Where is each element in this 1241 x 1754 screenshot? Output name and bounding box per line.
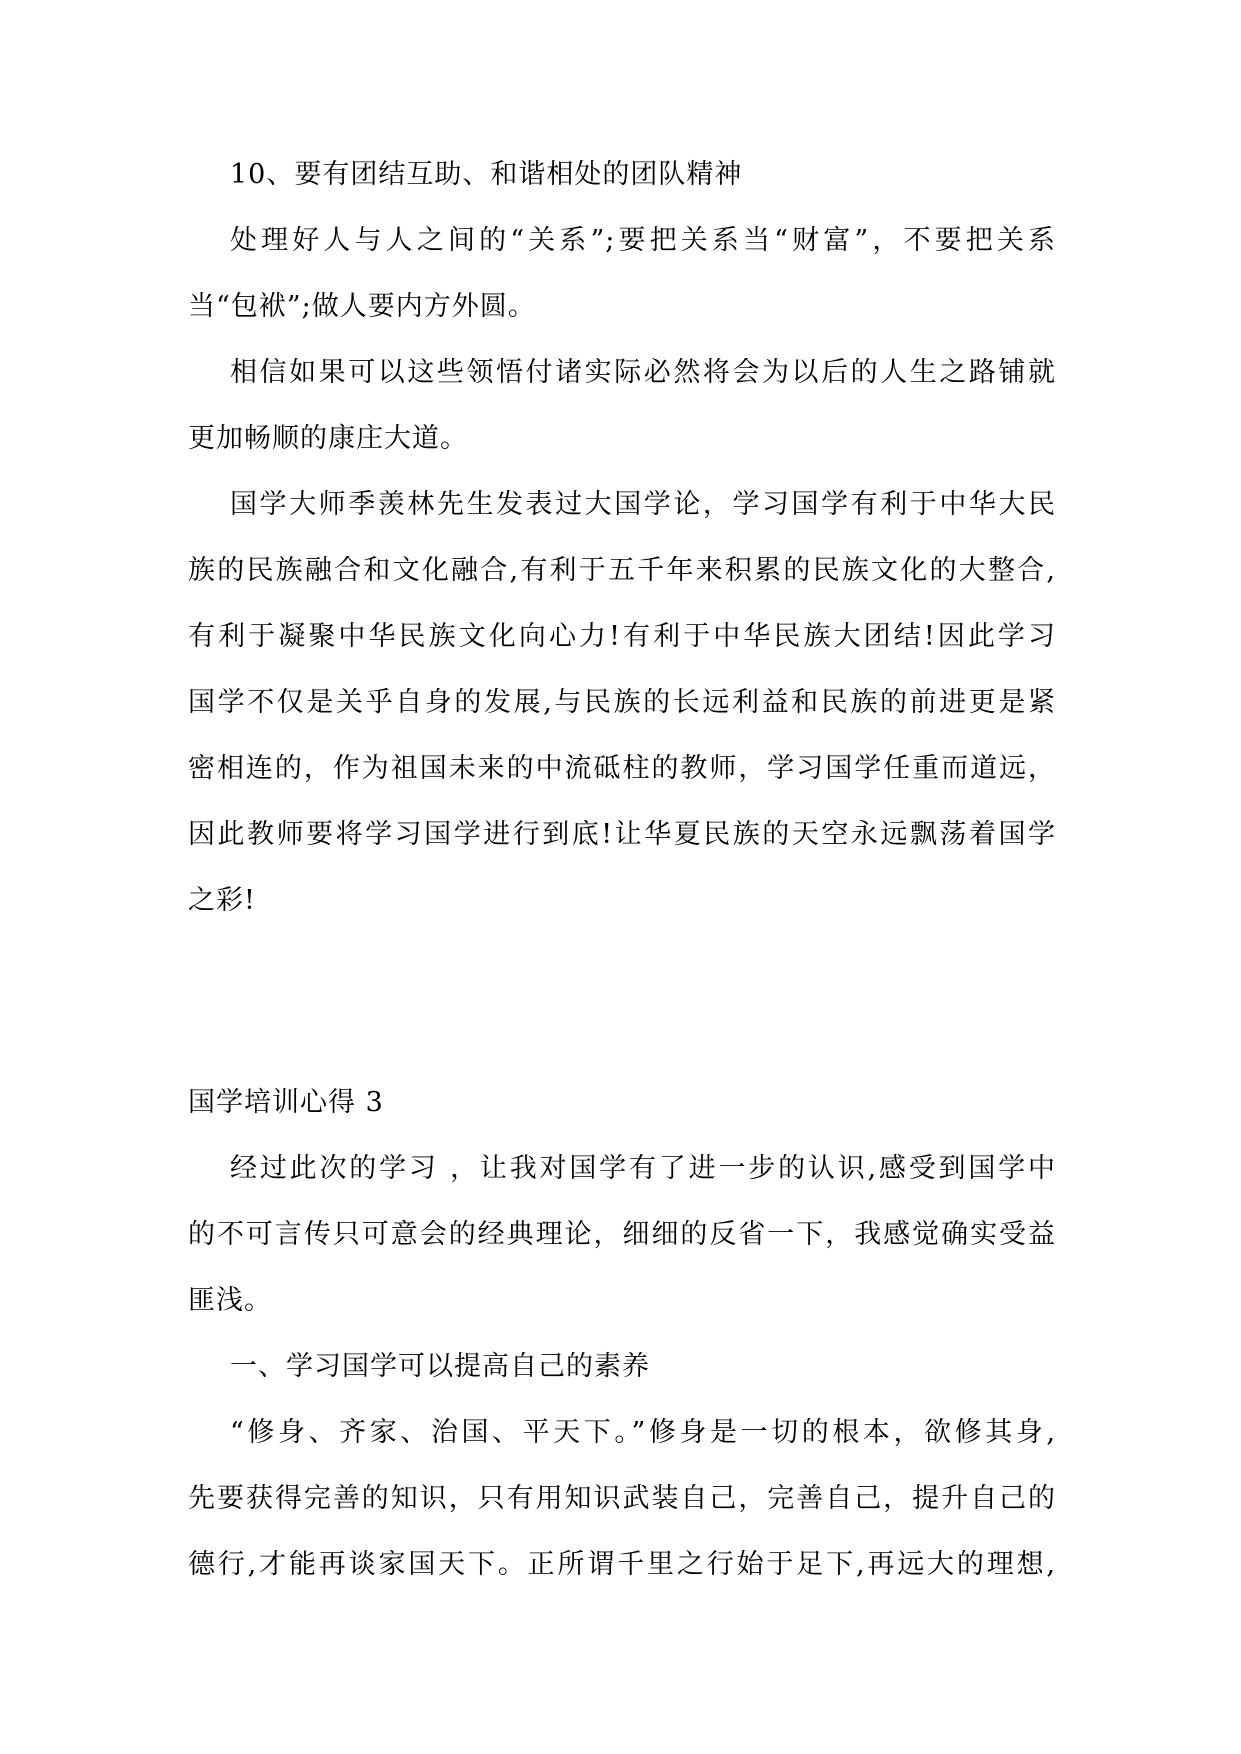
paragraph-study [188,1154,1056,1316]
text-line: 族的民族融合和文化融合,有利于五千年来积累的民族文化的大整合, [188,556,1056,586]
text-line: 国学不仅是关乎自身的发展,与民族的长远利益和民族的前进更是紧 [188,688,1056,718]
heading-10-team-spirit: 10、要有团结互助、和谐相处的团队精神 [230,159,743,190]
document-body [188,160,1056,1616]
heading-1-cultivation: 一、学习国学可以提高自己的素养 [230,1351,650,1382]
text-line: 当“包袱”;做人要内方外圆。 [188,291,536,322]
text-line: 经过此次的学习 ，让我对国学有了进一步的认识,感受到国学中 [230,1154,1056,1184]
paragraph-master-ji [188,490,1056,916]
text-line: 之彩! [188,885,256,916]
section-title: 国学培训心得 3 [188,1087,384,1118]
text-line: “修身、齐家、治国、平天下。”修身是一切的根本，欲修其身, [230,1418,1056,1448]
text-line: 国学大师季羡林先生发表过大国学论，学习国学有利于中华大民 [230,490,1056,520]
paragraph-believe [188,358,1056,454]
text-line: 先要获得完善的知识，只有用知识武装自己，完善自己，提升自己的 [188,1484,1056,1514]
text-line: 德行,才能再谈家国天下。正所谓千里之行始于足下,再远大的理想, [188,1550,1056,1580]
text-line: 的不可言传只可意会的经典理论，细细的反省一下，我感觉确实受益 [188,1220,1056,1250]
paragraph-cultivate [188,1418,1056,1580]
text-line: 密相连的，作为祖国未来的中流砥柱的教师，学习国学任重而道远， [188,754,1056,784]
text-line: 有利于凝聚中华民族文化向心力!有利于中华民族大团结!因此学习 [188,622,1056,652]
text-line: 相信如果可以这些领悟付诸实际必然将会为以后的人生之路铺就 [230,358,1056,388]
paragraph-relationship [188,226,1056,322]
text-line: 处理好人与人之间的“关系”;要把关系当“财富”，不要把关系 [230,226,1056,256]
text-line: 更加畅顺的康庄大道。 [188,423,468,454]
text-line: 匪浅。 [188,1285,272,1316]
section-spacer [188,952,1056,1088]
text-line: 因此教师要将学习国学进行到底!让华夏民族的天空永远飘荡着国学 [188,820,1056,850]
